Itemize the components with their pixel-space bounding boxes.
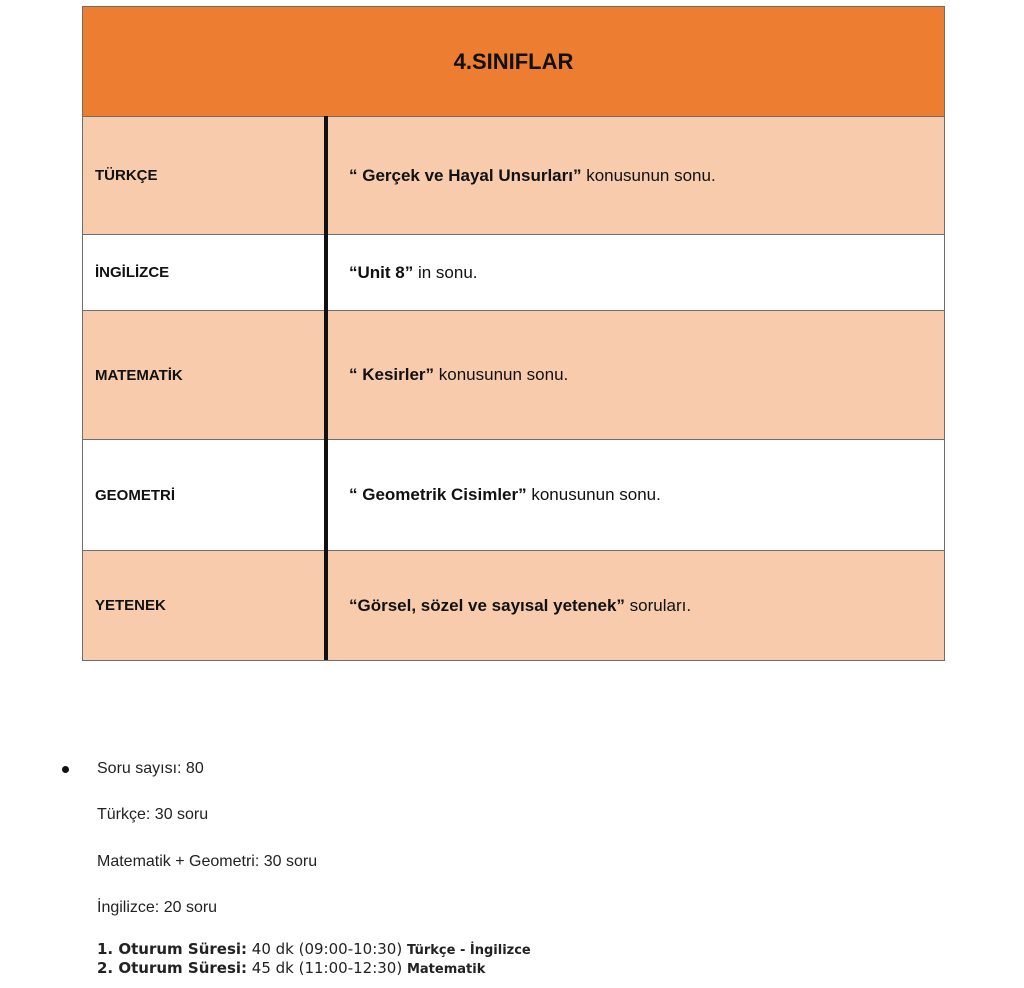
topic-bold: “Görsel, sözel ve sayısal yetenek” (349, 595, 625, 615)
curriculum-table (82, 6, 945, 661)
session-label: 2. Oturum Süresi: (97, 959, 248, 977)
table-row (83, 551, 944, 661)
topic-rest: konusunun sonu. (434, 365, 569, 384)
subject-cell: TÜRKÇE (95, 167, 158, 184)
topic-rest: in sonu. (413, 262, 478, 282)
subject-cell: İNGİLİZCE (95, 264, 170, 281)
session-time: 45 dk (11:00-12:30) (247, 959, 407, 977)
topic-rest: konusunun sonu. (526, 485, 661, 504)
session-line (97, 959, 485, 977)
table-row (83, 311, 944, 440)
topic-cell (335, 596, 691, 616)
turkce-count: Türkçe: 30 soru (97, 806, 209, 823)
topic-bold: “ Gerçek ve Hayal Unsurları” (349, 165, 582, 185)
session-time: 40 dk (09:00-10:30) (247, 940, 407, 958)
session-subjects: Türkçe - İngilizce (406, 943, 531, 958)
topic-rest: soruları. (624, 595, 692, 615)
table-row (83, 117, 944, 235)
topic-bold: “Unit 8” (349, 262, 414, 282)
subject-cell: YETENEK (95, 597, 166, 614)
topic-cell (335, 166, 716, 186)
table-title: 4.SINIFLAR (83, 7, 944, 117)
topic-cell (335, 365, 568, 385)
subject-cell: MATEMATİK (95, 366, 183, 384)
question-count: Soru sayısı: 80 (97, 760, 204, 777)
topic-bold: “ Geometrik Cisimler” (349, 485, 527, 504)
topic-bold: “ Kesirler” (349, 365, 435, 384)
subject-cell: GEOMETRİ (95, 486, 176, 504)
session-subjects: Matematik (406, 962, 486, 977)
session-line (97, 940, 531, 958)
bullet-icon (62, 766, 69, 773)
matematik-count: Matematik + Geometri: 30 soru (97, 853, 318, 870)
topic-cell (335, 263, 478, 283)
topic-cell (335, 485, 661, 505)
ingilizce-count: İngilizce: 20 soru (97, 899, 218, 916)
table-row (83, 440, 944, 551)
table-row (83, 235, 944, 311)
session-label: 1. Oturum Süresi: (97, 940, 248, 958)
topic-rest: konusunun sonu. (581, 165, 716, 185)
column-divider (324, 116, 328, 660)
